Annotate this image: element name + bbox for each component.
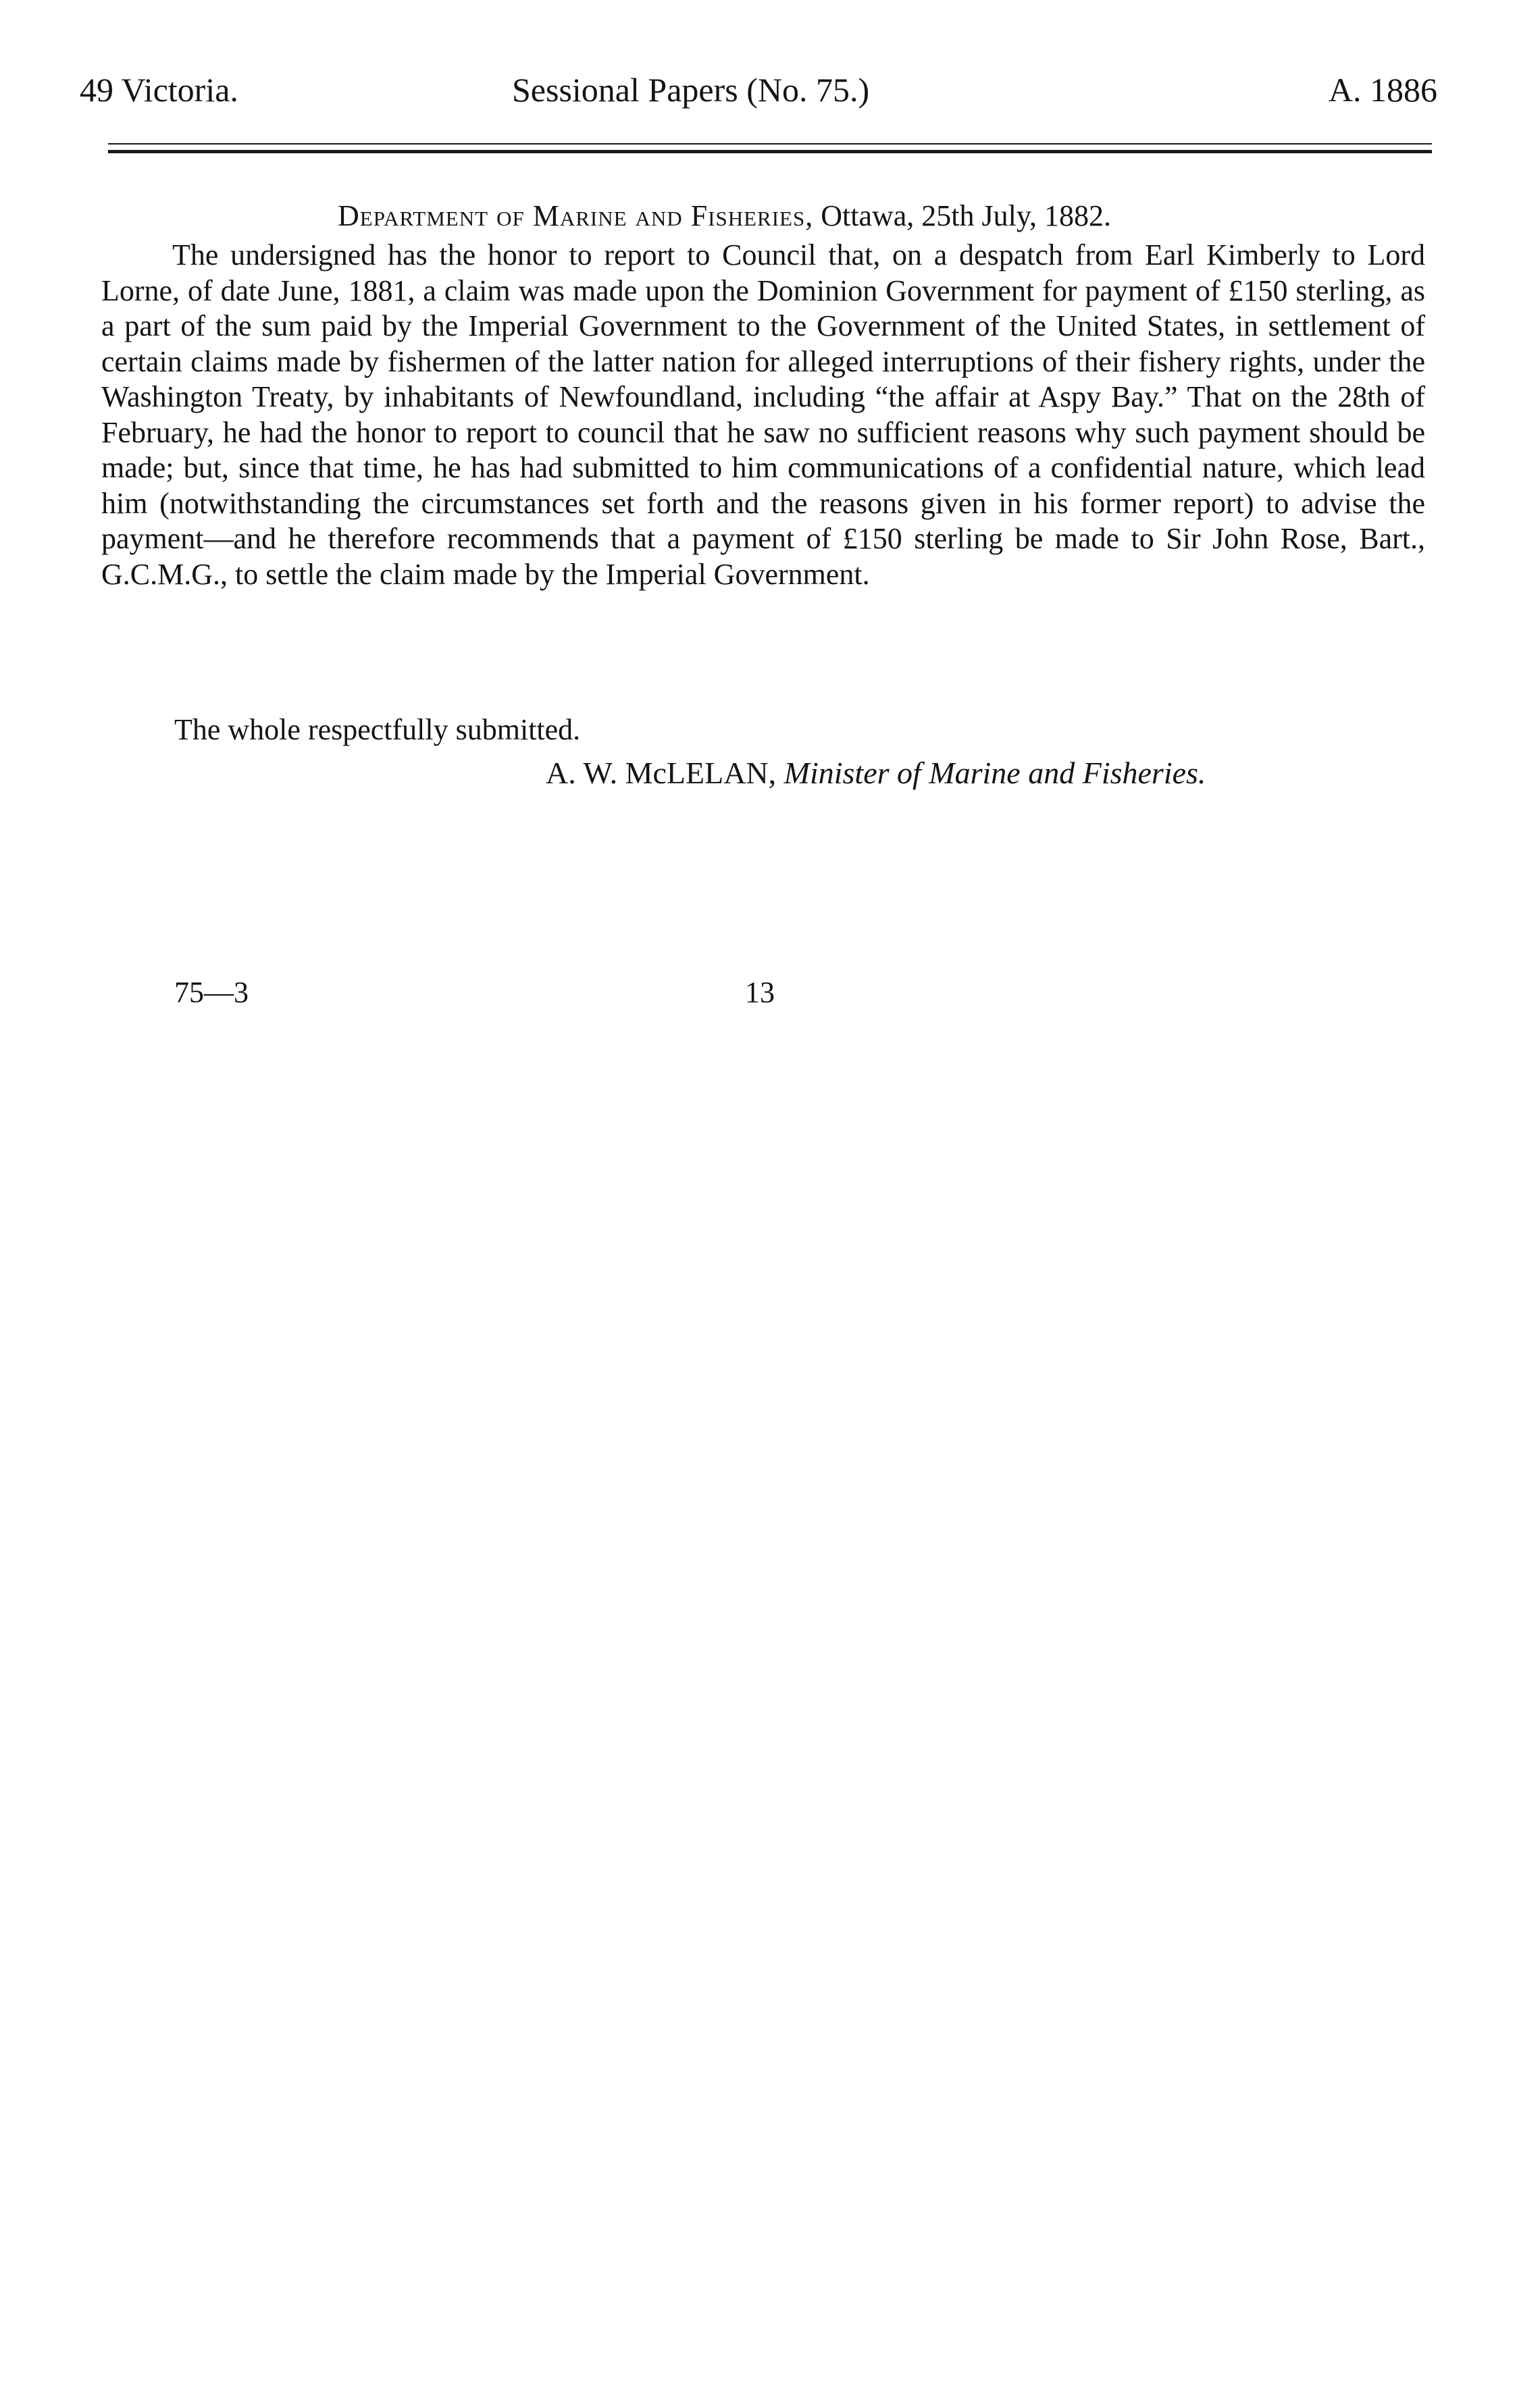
dateline [338,197,1371,235]
signatory-name: A. W. McLELAN, [546,756,777,790]
closing-line: The whole respectfully submitted. [174,713,581,746]
place-date: Ottawa, 25th July, 1882. [821,199,1112,232]
department-name: Department of Marine and Fisheries, [338,199,814,232]
header-sessional-papers: Sessional Papers (No. 75.) [512,71,870,109]
signature-block [546,754,1206,792]
page-footer [174,972,850,1013]
report-paragraph: The undersigned has the honor to report to Council that, on a despatch from Earl Kimberly to Lord Lorne, of date June, 1881, a claim was made upon the Dominion Government for payment of £150 sterling, as a part of the sum paid by the Imperial Government to the Government of the United States, in settlement of certain claims made by fishermen of the latter nation for alleged interruptions of their fishery rights, under the Washington Treaty, by inhabitants of Newfoundland, including “the affair at Aspy Bay.” That on the 28th of February, he had the honor to report to council that he saw no sufficient reasons why such payment should be made; but, since that time, he has had submitted to him communications of a confidential nature, which lead him (notwithstanding the circumstances set forth and the reasons given in his former report) to advise the payment—and he therefore recommends that a payment of £150 sterling be made to Sir John Rose, Bart., G.C.M.G., to settle the claim made by the Imperial Government. [101,238,1425,591]
signatory-title: Minister of Marine and Fisheries. [783,756,1206,790]
header-regnal-year: 49 Victoria. [80,71,238,109]
sheet-mark: 75—3 [174,976,249,1009]
header-rule-thin [108,143,1432,145]
page-number: 13 [745,976,775,1009]
header-year: A. 1886 [1328,71,1437,109]
running-header [80,66,1437,113]
header-rule-thick [108,150,1432,153]
